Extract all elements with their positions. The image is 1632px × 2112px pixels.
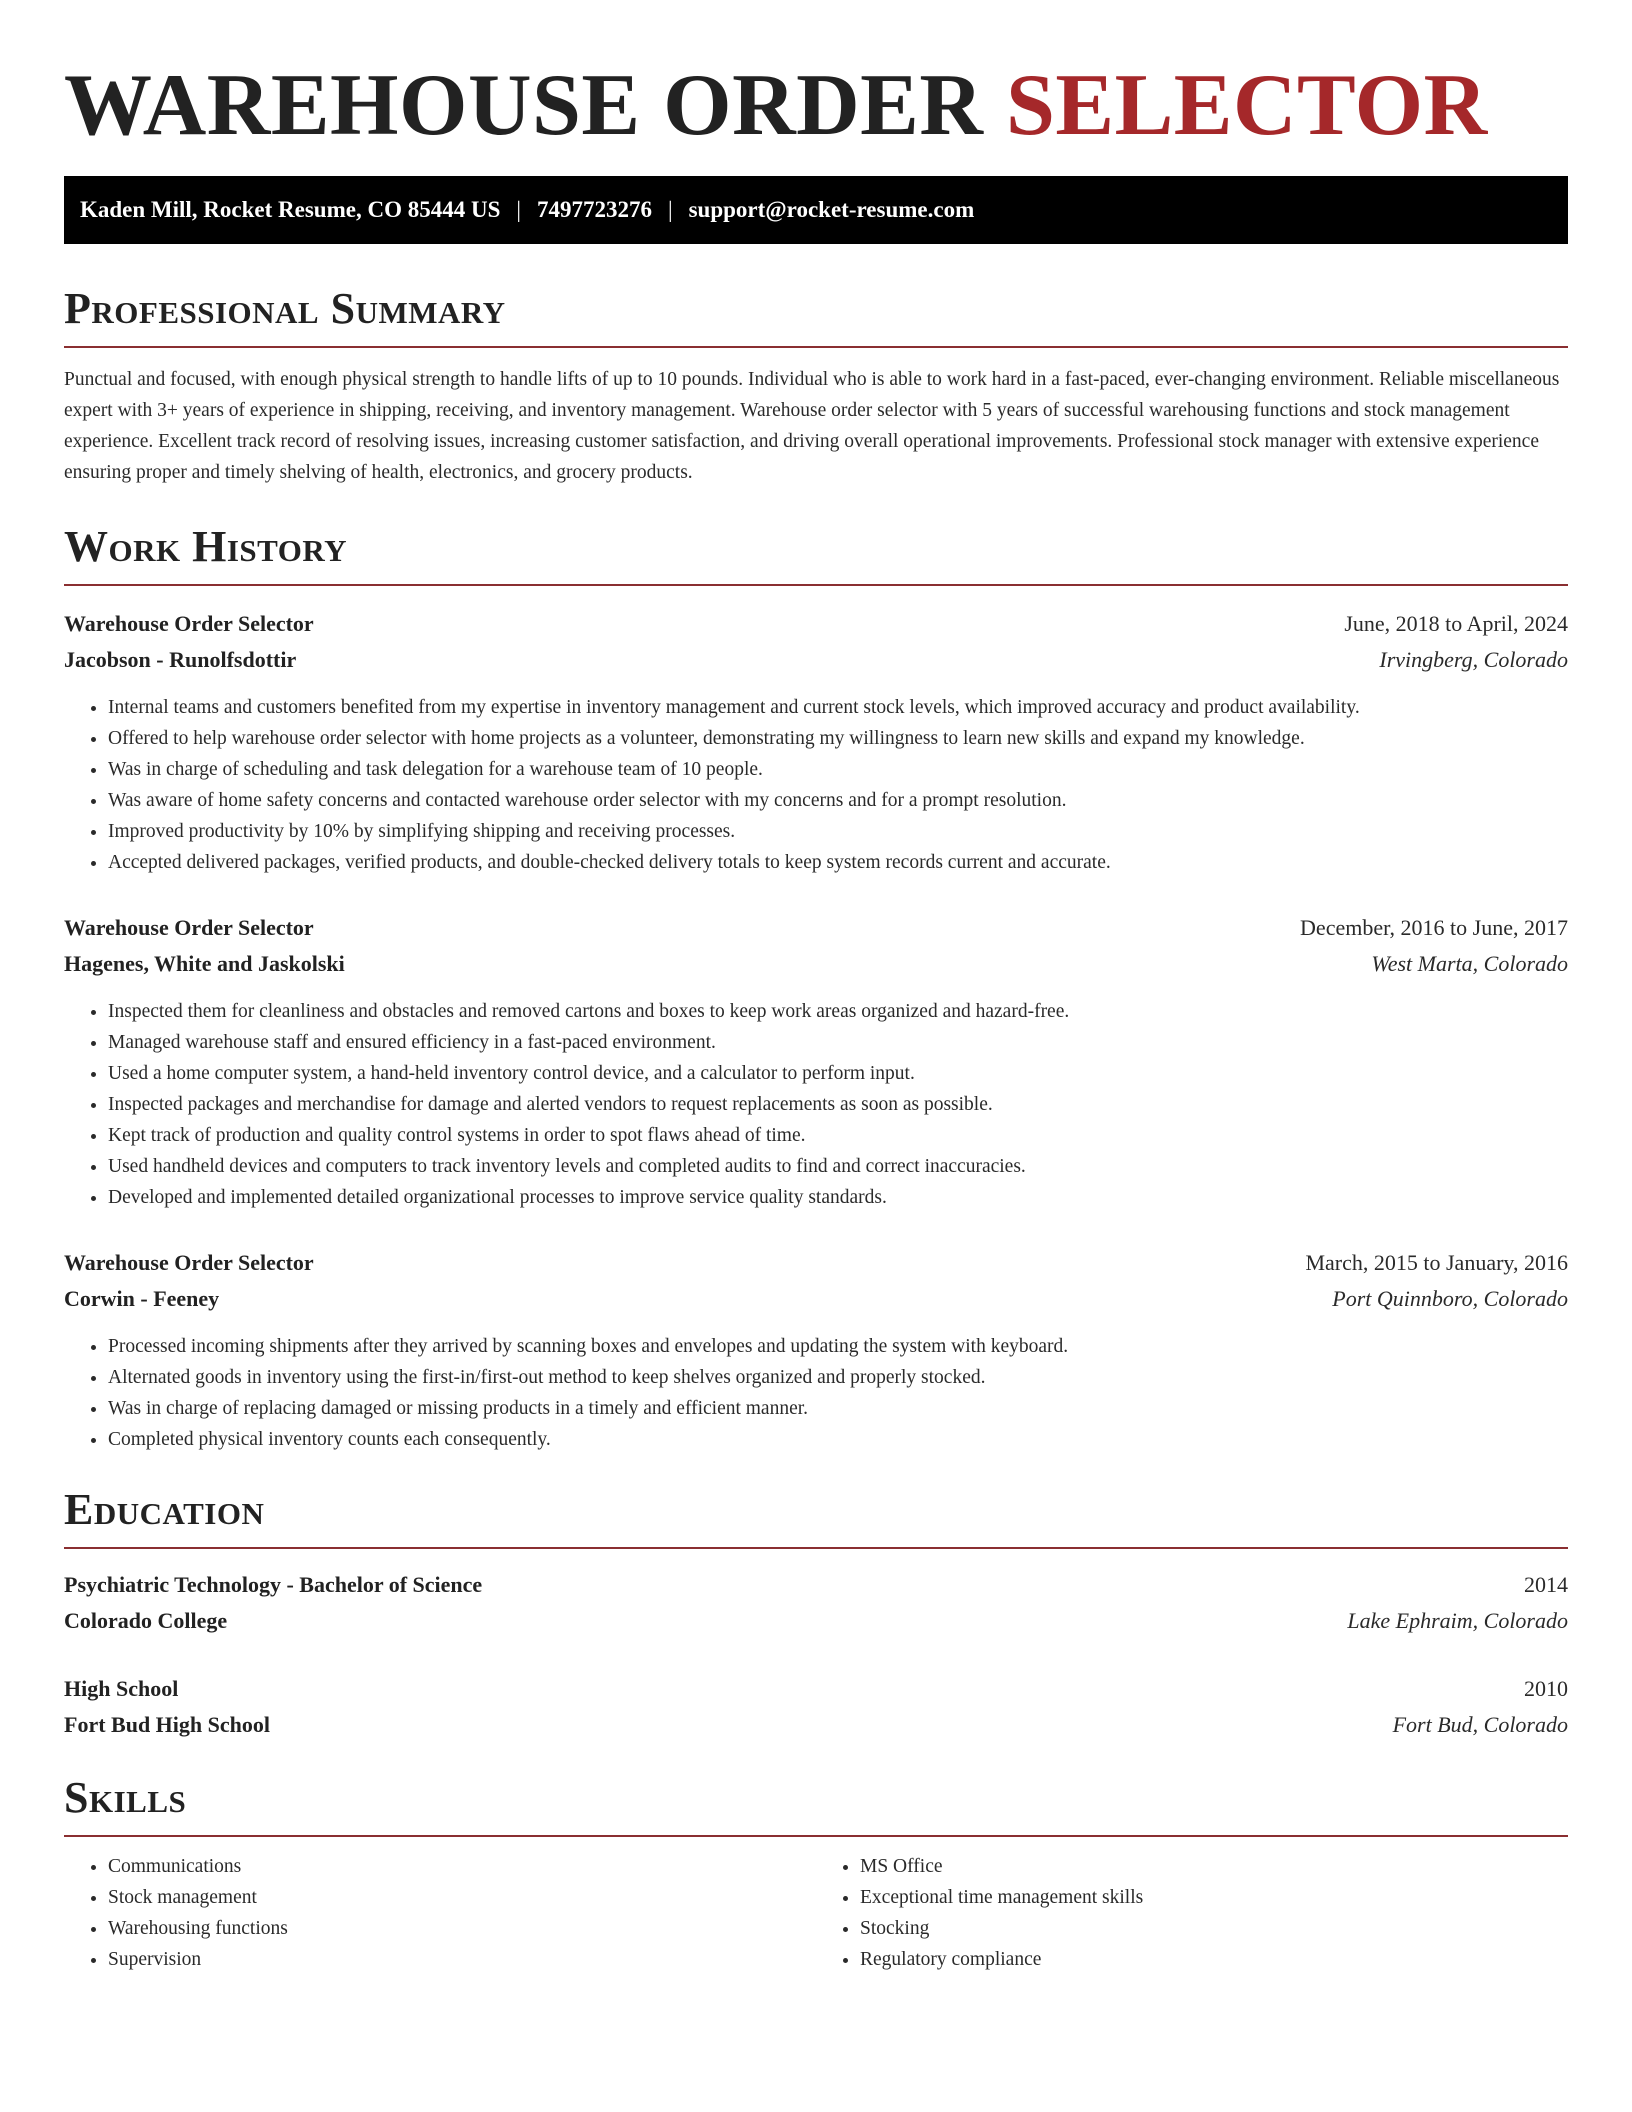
skill-item: • Stocking	[860, 1913, 1568, 1944]
skill-item: • Supervision	[108, 1944, 816, 1975]
education-entry	[64, 1567, 1568, 1639]
job-bullet: • Inspected packages and merchandise for damage and alerted vendors to request replacements as soon as possible.	[108, 1089, 1568, 1120]
section-title: Education	[64, 1485, 1568, 1549]
skills-column-left	[64, 1851, 816, 1975]
education-location: Lake Ephraim, Colorado	[1347, 1608, 1568, 1633]
job-bullet: • Used a home computer system, a hand-held inventory control device, and a calculator to perform input.	[108, 1058, 1568, 1089]
education-year: 2010	[1524, 1676, 1568, 1701]
job-location: Port Quinnboro, Colorado	[1332, 1286, 1568, 1311]
contact-phone: 7497723276	[536, 197, 652, 222]
education-school: Colorado College	[64, 1608, 228, 1633]
section-title: Professional Summary	[64, 284, 1568, 348]
job-bullets	[64, 692, 1568, 878]
job-company: Hagenes, White and Jaskolski	[64, 951, 345, 976]
education-section	[64, 1485, 1568, 1743]
title-main: WAREHOUSE ORDER	[64, 57, 984, 154]
job-company: Jacobson - Runolfsdottir	[64, 647, 297, 672]
job-position: Warehouse Order Selector	[64, 1250, 314, 1275]
job-bullet: • Completed physical inventory counts each consequently.	[108, 1424, 1568, 1455]
job-position: Warehouse Order Selector	[64, 611, 314, 636]
education-entry	[64, 1671, 1568, 1743]
summary-text: Punctual and focused, with enough physical strength to handle lifts of up to 10 pounds. Individual who is able to work hard in a fast-paced, ever-changing environment. Reliable miscellaneous expert with 3+ years of experience in shipping, receiving, and inventory management. Warehouse order selector with 5 years of successful warehousing functions and stock management experience. Excellent track record of resolving issues, increasing customer satisfaction, and driving overall operational improvements. Professional stock manager with extensive experience ensuring proper and timely shelving of health, electronics, and grocery products.	[64, 369, 1560, 483]
job-company: Corwin - Feeney	[64, 1286, 220, 1311]
title-accent: SELECTOR	[1005, 57, 1488, 154]
skills-section	[64, 1773, 1568, 1975]
job-bullet: • Was aware of home safety concerns and contacted warehouse order selector with my concerns and for a prompt resolution.	[108, 785, 1568, 816]
job-bullets	[64, 996, 1568, 1213]
skill-item: • MS Office	[860, 1851, 1568, 1882]
job-bullet: • Managed warehouse staff and ensured efficiency in a fast-paced environment.	[108, 1027, 1568, 1058]
education-location: Fort Bud, Colorado	[1392, 1712, 1568, 1737]
contact-address: Kaden Mill, Rocket Resume, CO 85444 US	[80, 197, 501, 222]
contact-separator: |	[516, 197, 521, 222]
contact-separator: |	[667, 197, 673, 222]
job-bullet: • Alternated goods in inventory using the first-in/first-out method to keep shelves organized and properly stocked.	[108, 1362, 1568, 1393]
education-degree: High School	[64, 1676, 179, 1701]
skill-item: • Regulatory compliance	[860, 1944, 1568, 1975]
job-bullet: • Offered to help warehouse order selector with home projects as a volunteer, demonstrating my willingness to learn new skills and expand my knowledge.	[108, 723, 1568, 754]
job-bullet: • Used handheld devices and computers to track inventory levels and completed audits to find and correct inaccuracies.	[108, 1151, 1568, 1182]
skill-item: • Exceptional time management skills	[860, 1882, 1568, 1913]
job-bullet: • Processed incoming shipments after they arrived by scanning boxes and envelopes and updating the system with keyboard.	[108, 1331, 1568, 1362]
job-bullet: • Improved productivity by 10% by simplifying shipping and receiving processes.	[108, 816, 1568, 847]
job-bullet: • Kept track of production and quality control systems in order to spot flaws ahead of time.	[108, 1120, 1568, 1151]
job-entry	[64, 1245, 1568, 1455]
job-bullets	[64, 1331, 1568, 1455]
job-dates: March, 2015 to January, 2016	[1305, 1250, 1568, 1275]
resume-title	[64, 56, 1568, 156]
section-title: Work History	[64, 522, 1568, 586]
summary-section	[64, 284, 1568, 488]
skills-column-right	[816, 1851, 1568, 1975]
job-bullet: • Internal teams and customers benefited from my expertise in inventory management and current stock levels, which improved accuracy and product availability.	[108, 692, 1568, 723]
contact-bar	[64, 176, 1568, 244]
education-year: 2014	[1524, 1572, 1568, 1597]
job-dates: December, 2016 to June, 2017	[1300, 915, 1568, 940]
job-entry	[64, 606, 1568, 878]
contact-email: support@rocket-resume.com	[688, 197, 975, 222]
skill-item: • Stock management	[108, 1882, 816, 1913]
skills-grid	[64, 1851, 1568, 1975]
education-degree: Psychiatric Technology - Bachelor of Science	[64, 1572, 483, 1597]
section-title: Skills	[64, 1773, 1568, 1837]
job-dates: June, 2018 to April, 2024	[1344, 611, 1568, 636]
job-bullet: • Developed and implemented detailed organizational processes to improve service quality standards.	[108, 1182, 1568, 1213]
job-position: Warehouse Order Selector	[64, 915, 314, 940]
job-bullet: • Was in charge of scheduling and task delegation for a warehouse team of 10 people.	[108, 754, 1568, 785]
job-bullet: • Was in charge of replacing damaged or missing products in a timely and efficient manner.	[108, 1393, 1568, 1424]
work-history-section	[64, 522, 1568, 1455]
skill-item: • Warehousing functions	[108, 1913, 816, 1944]
job-location: West Marta, Colorado	[1371, 951, 1568, 976]
job-entry	[64, 910, 1568, 1213]
education-school: Fort Bud High School	[64, 1712, 270, 1737]
job-location: Irvingberg, Colorado	[1379, 647, 1568, 672]
job-bullet: • Inspected them for cleanliness and obstacles and removed cartons and boxes to keep work areas organized and hazard-free.	[108, 996, 1568, 1027]
skill-item: • Communications	[108, 1851, 816, 1882]
job-bullet: • Accepted delivered packages, verified products, and double-checked delivery totals to keep system records current and accurate.	[108, 847, 1568, 878]
